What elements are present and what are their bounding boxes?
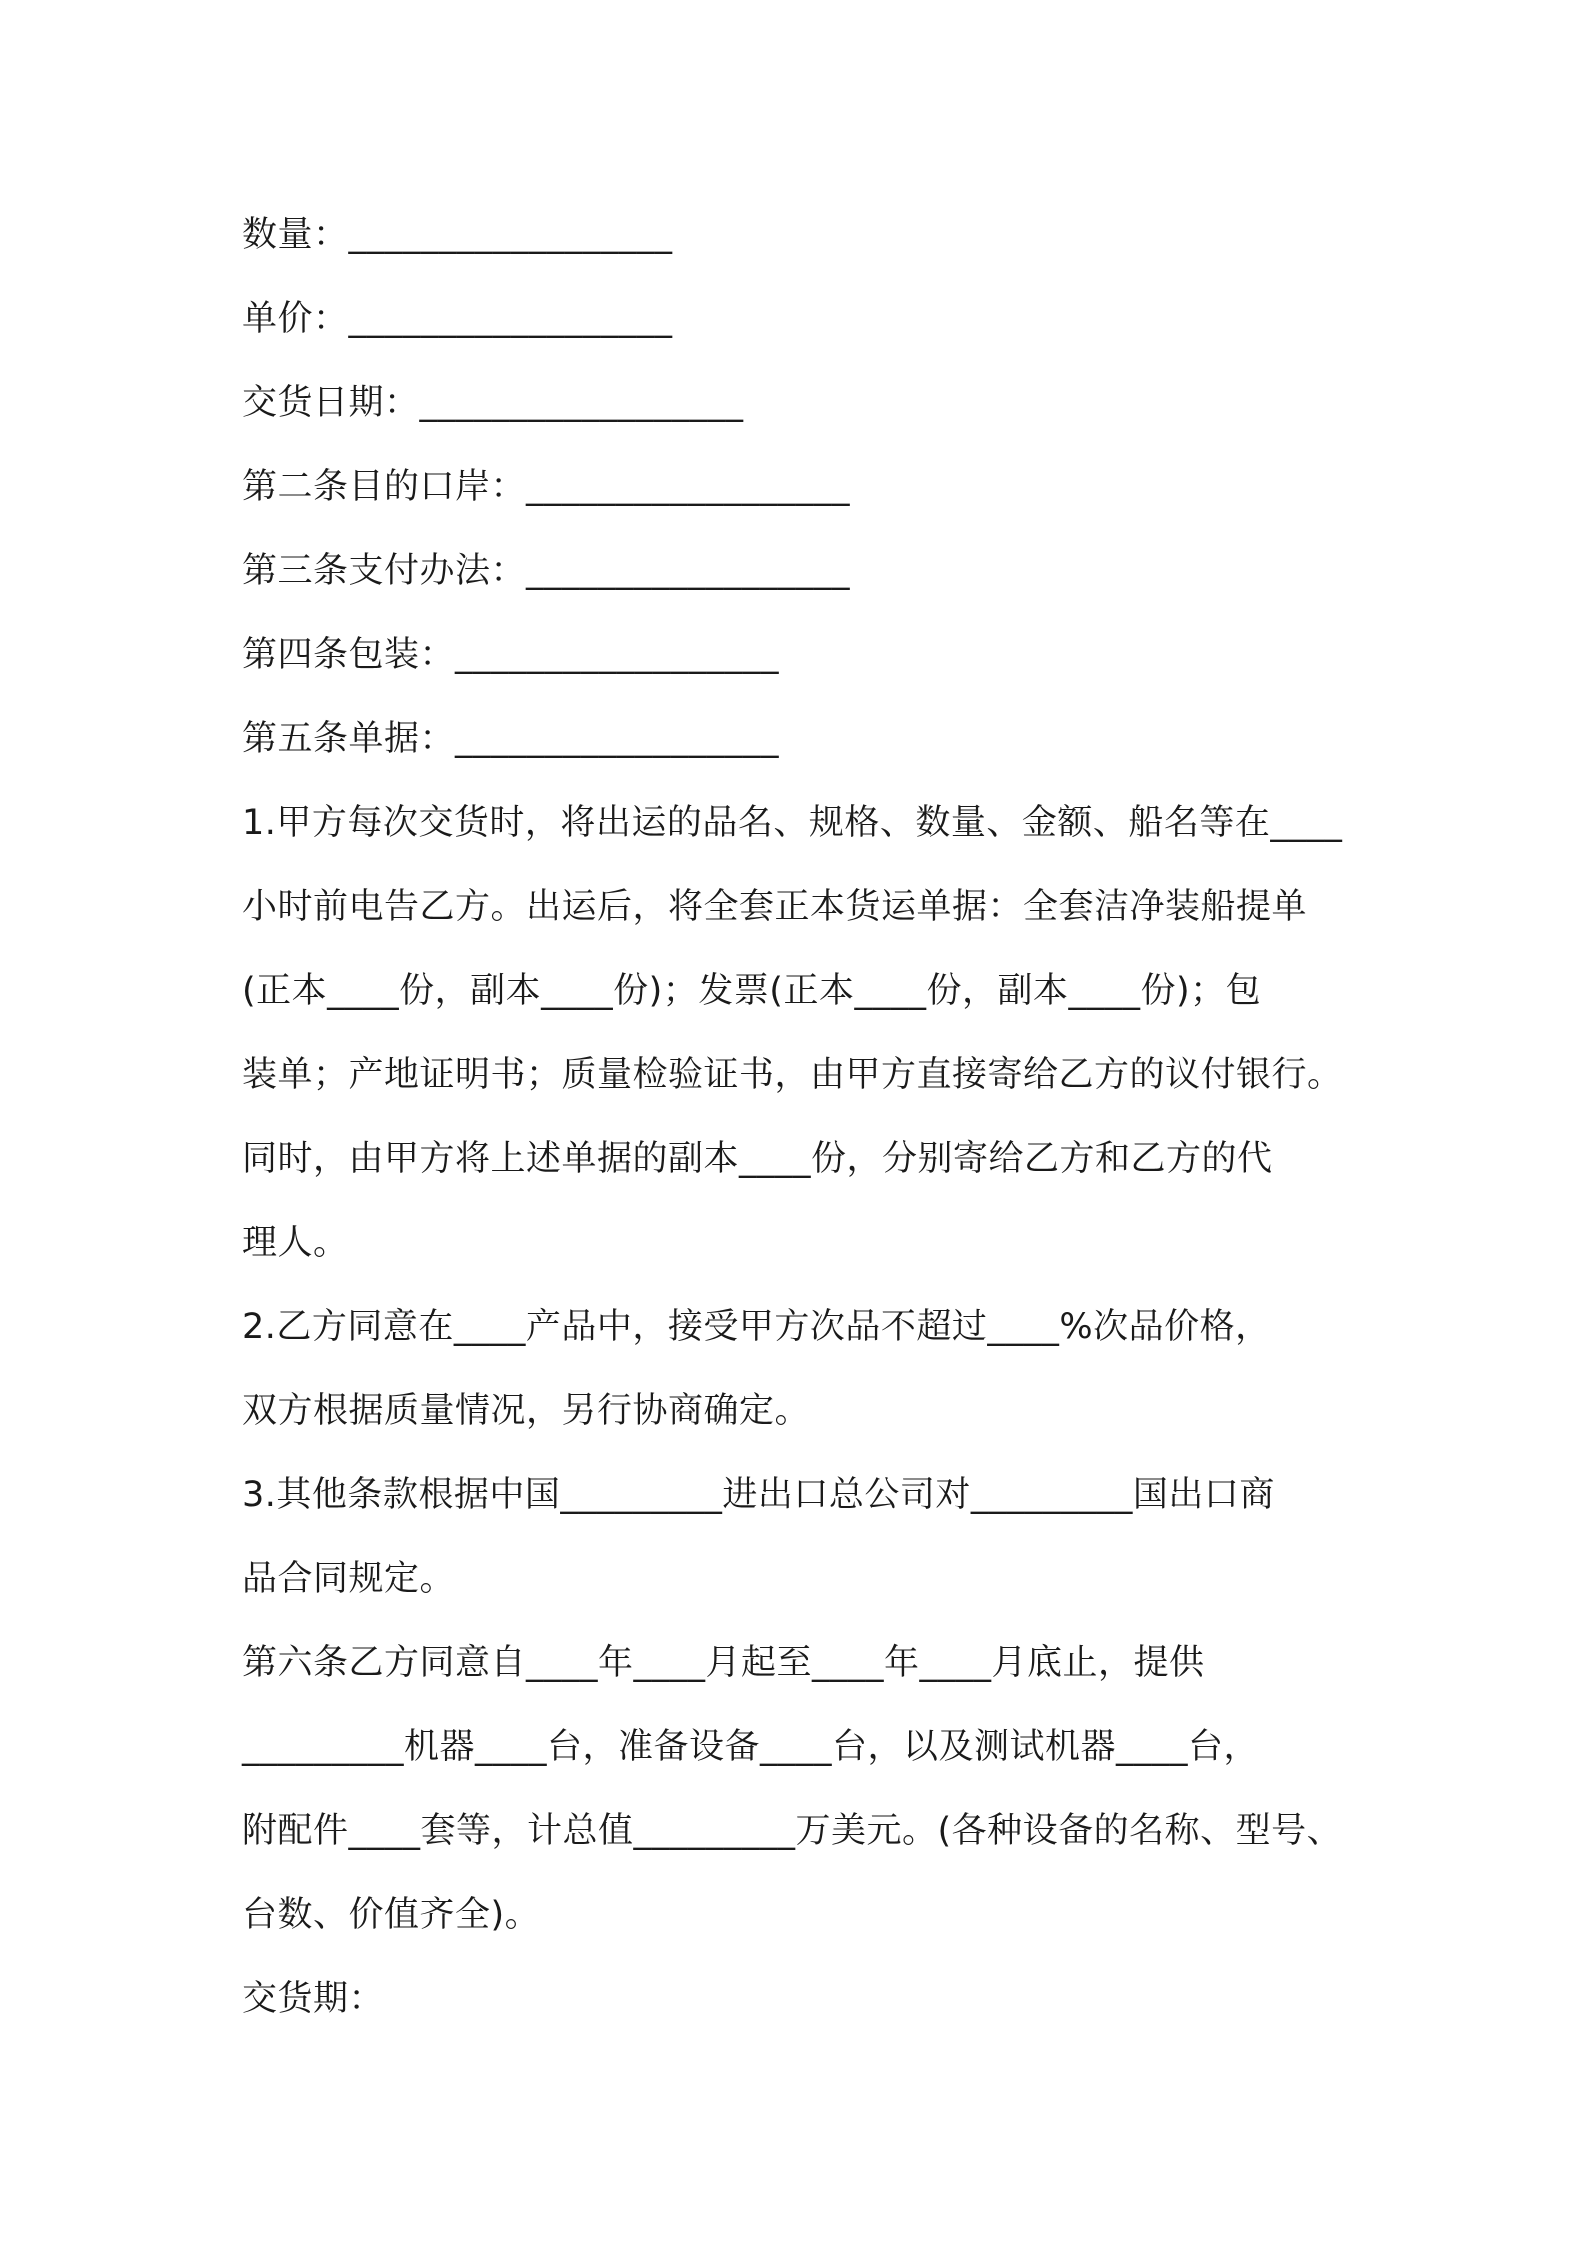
article-6-line-4: 台数、价值齐全)。 bbox=[242, 1895, 541, 1935]
quantity-field-line: 数量：__________________ bbox=[242, 215, 673, 255]
clause-1-line-3: (正本____份，副本____份)；发票(正本____份，副本____份)；包 bbox=[242, 971, 1262, 1011]
document-body bbox=[242, 193, 1360, 2041]
clause-1-line-5: 同时，由甲方将上述单据的副本____份，分别寄给乙方和乙方的代 bbox=[242, 1139, 1273, 1179]
article-2-destination-port: 第二条目的口岸：__________________ bbox=[242, 467, 851, 507]
article-5-documents: 第五条单据：__________________ bbox=[242, 719, 780, 759]
article-6-line-1: 第六条乙方同意自____年____月起至____年____月底止，提供 bbox=[242, 1643, 1205, 1683]
article-4-packaging: 第四条包装：__________________ bbox=[242, 635, 780, 675]
clause-3-line-2: 品合同规定。 bbox=[242, 1559, 456, 1599]
clause-3-line-1: 3.其他条款根据中国_________进出口总公司对_________国出口商 bbox=[242, 1475, 1275, 1515]
clause-1-line-4: 装单；产地证明书；质量检验证书，由甲方直接寄给乙方的议付银行。 bbox=[242, 1055, 1343, 1095]
unit-price-field-line: 单价：__________________ bbox=[242, 299, 673, 339]
delivery-period-line: 交货期： bbox=[242, 1979, 385, 2019]
clause-2-line-2: 双方根据质量情况，另行协商确定。 bbox=[242, 1391, 811, 1431]
clause-1-line-1: 1.甲方每次交货时，将出运的品名、规格、数量、金额、船名等在____ bbox=[242, 803, 1343, 843]
clause-1-line-6: 理人。 bbox=[242, 1223, 349, 1263]
article-6-line-3: 附配件____套等，计总值_________万美元。(各种设备的名称、型号、 bbox=[242, 1811, 1343, 1851]
clause-2-line-1: 2.乙方同意在____产品中，接受甲方次品不超过____%次品价格， bbox=[242, 1307, 1271, 1347]
article-6-line-2: _________机器____台，准备设备____台，以及测试机器____台， bbox=[242, 1727, 1260, 1767]
delivery-date-field-line: 交货日期：__________________ bbox=[242, 383, 744, 423]
article-3-payment-method: 第三条支付办法：__________________ bbox=[242, 551, 851, 591]
clause-1-line-2: 小时前电告乙方。出运后，将全套正本货运单据：全套洁净装船提单 bbox=[242, 887, 1308, 927]
